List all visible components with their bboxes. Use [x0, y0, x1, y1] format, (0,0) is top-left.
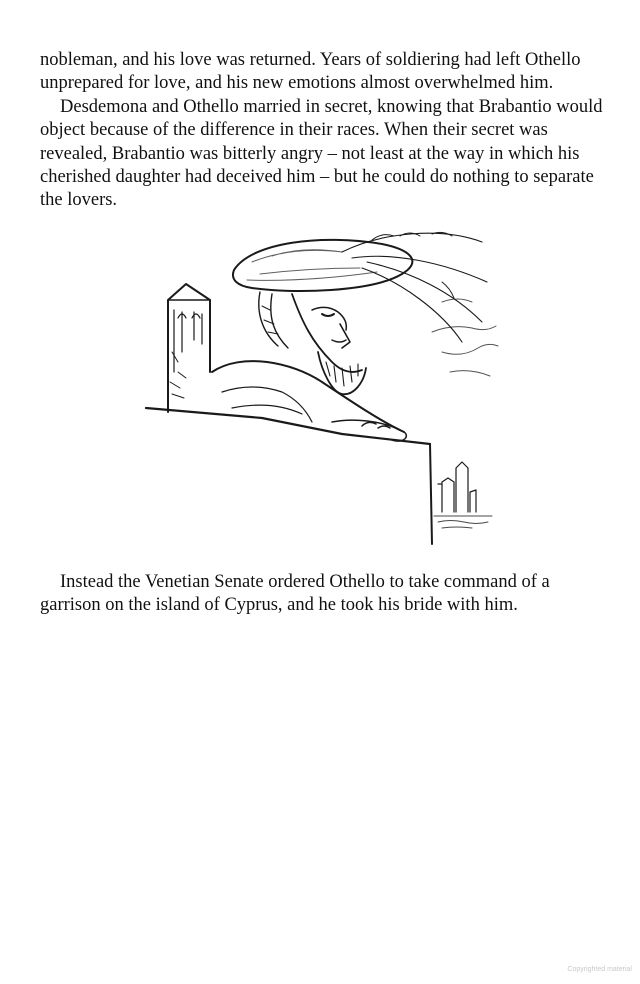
paragraph: Instead the Venetian Senate ordered Othello to take command of a garrison on the island of Cyprus, and he took his bride with him.	[40, 572, 550, 616]
text-block-top	[40, 49, 610, 213]
text-block-bottom	[40, 571, 610, 618]
paragraph: nobleman, and his love was returned. Years of soldiering had left Othello unprepared for love, and his new emotions almost overwhelmed him.	[40, 50, 581, 94]
othello-illustration	[142, 222, 502, 547]
paragraph: Desdemona and Othello married in secret, knowing that Brabantio would object because of the difference in their races. When their secret was revealed, Brabantio was bitterly angry – not least at the way in which his cherished daughter had deceived him – but he could do nothing to separate the lovers.	[40, 96, 603, 211]
copyright-notice: Copyrighted material	[567, 966, 632, 973]
